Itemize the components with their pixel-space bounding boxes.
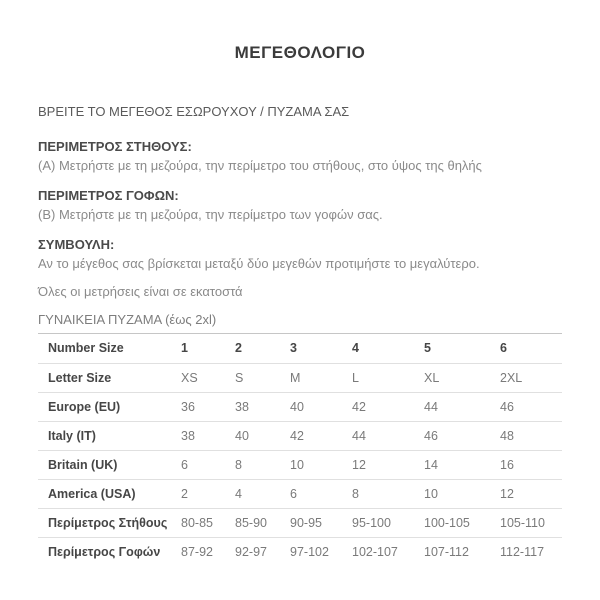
size-cell: 40 [290, 399, 304, 414]
table-row [38, 392, 562, 421]
section-body: (Β) Μετρήστε με τη μεζούρα, την περίμετρο των γοφών σας. [38, 207, 383, 222]
table-row [38, 450, 562, 479]
size-cell: 1 [181, 341, 188, 356]
row-label: Περίμετρος Γοφών [48, 544, 161, 559]
table-row [38, 421, 562, 450]
size-cell: 44 [424, 399, 438, 414]
size-cell: 10 [290, 457, 304, 472]
size-cell: 46 [500, 399, 514, 414]
row-label: Letter Size [48, 370, 112, 385]
row-label: Περίμετρος Στήθους [48, 515, 168, 530]
womens-pyjama-size-table [38, 334, 562, 566]
table-row [38, 537, 562, 566]
size-table-caption: ΓΥΝΑΙΚΕΙΑ ΠΥΖΑΜΑ (έως 2xl) [38, 312, 562, 334]
size-cell: 107-112 [424, 544, 469, 559]
size-cell: 92-97 [235, 544, 267, 559]
size-cell: 4 [235, 486, 242, 501]
section-chest-circumference [38, 137, 562, 175]
size-cell: L [352, 370, 359, 385]
size-cell: 44 [352, 428, 366, 443]
measurements-unit-note: Όλες οι μετρήσεις είναι σε εκατοστά [38, 284, 243, 299]
size-cell: 38 [235, 399, 249, 414]
size-cell: 14 [424, 457, 438, 472]
size-cell: 97-102 [290, 544, 329, 559]
size-cell: 10 [424, 486, 438, 501]
size-cell: 6 [500, 341, 507, 356]
size-cell: XS [181, 370, 198, 385]
size-cell: 8 [352, 486, 359, 501]
size-cell: 8 [235, 457, 242, 472]
section-heading: ΠΕΡΙΜΕΤΡΟΣ ΣΤΗΘΟΥΣ: [38, 139, 192, 154]
size-cell: 102-107 [352, 544, 398, 559]
table-row [38, 479, 562, 508]
size-cell: 38 [181, 428, 195, 443]
size-cell: S [235, 370, 244, 385]
size-cell: 42 [290, 428, 304, 443]
size-cell: 12 [500, 486, 514, 501]
size-cell: 12 [352, 457, 366, 472]
section-heading: ΠΕΡΙΜΕΤΡΟΣ ΓΟΦΩΝ: [38, 188, 179, 203]
size-cell: 6 [290, 486, 297, 501]
size-cell: 46 [424, 428, 438, 443]
size-cell: 16 [500, 457, 514, 472]
size-cell: XL [424, 370, 440, 385]
row-label: America (USA) [48, 486, 136, 501]
size-cell: 105-110 [500, 515, 545, 530]
size-cell: 87-92 [181, 544, 213, 559]
row-label: Number Size [48, 341, 124, 356]
size-cell: 80-85 [181, 515, 213, 530]
size-cell: M [290, 370, 301, 385]
size-cell: 2 [235, 341, 242, 356]
section-body: Αν το μέγεθος σας βρίσκεται μεταξύ δύο μεγεθών προτιμήστε το μεγαλύτερο. [38, 256, 480, 271]
section-heading: ΣΥΜΒΟΥΛΗ: [38, 237, 115, 252]
size-cell: 112-117 [500, 544, 545, 559]
size-cell: 2XL [500, 370, 523, 385]
section-body: (Α) Μετρήστε με τη μεζούρα, την περίμετρο του στήθους, στο ύψος της θηλής [38, 158, 482, 173]
size-cell: 40 [235, 428, 249, 443]
size-cell: 5 [424, 341, 431, 356]
row-label: Italy (IT) [48, 428, 96, 443]
size-cell: 42 [352, 399, 366, 414]
find-size-subtitle: ΒΡΕΙΤΕ ΤΟ ΜΕΓΕΘΟΣ ΕΣΩΡΟΥΧΟΥ / ΠΥΖΑΜΑ ΣΑΣ [38, 104, 350, 119]
row-label: Britain (UK) [48, 457, 118, 472]
size-cell: 4 [352, 341, 359, 356]
size-cell: 85-90 [235, 515, 267, 530]
table-row [38, 508, 562, 537]
size-cell: 36 [181, 399, 195, 414]
section-hip-circumference [38, 186, 562, 224]
size-cell: 6 [181, 457, 188, 472]
table-row [38, 363, 562, 392]
section-advice [38, 235, 562, 273]
page-title: ΜΕΓΕΘΟΛΟΓΙΟ [234, 43, 366, 62]
row-label: Europe (EU) [48, 399, 121, 414]
table-row [38, 334, 562, 363]
size-cell: 95-100 [352, 515, 391, 530]
size-cell: 100-105 [424, 515, 470, 530]
size-cell: 48 [500, 428, 514, 443]
size-cell: 90-95 [290, 515, 322, 530]
size-cell: 2 [181, 486, 188, 501]
size-cell: 3 [290, 341, 297, 356]
